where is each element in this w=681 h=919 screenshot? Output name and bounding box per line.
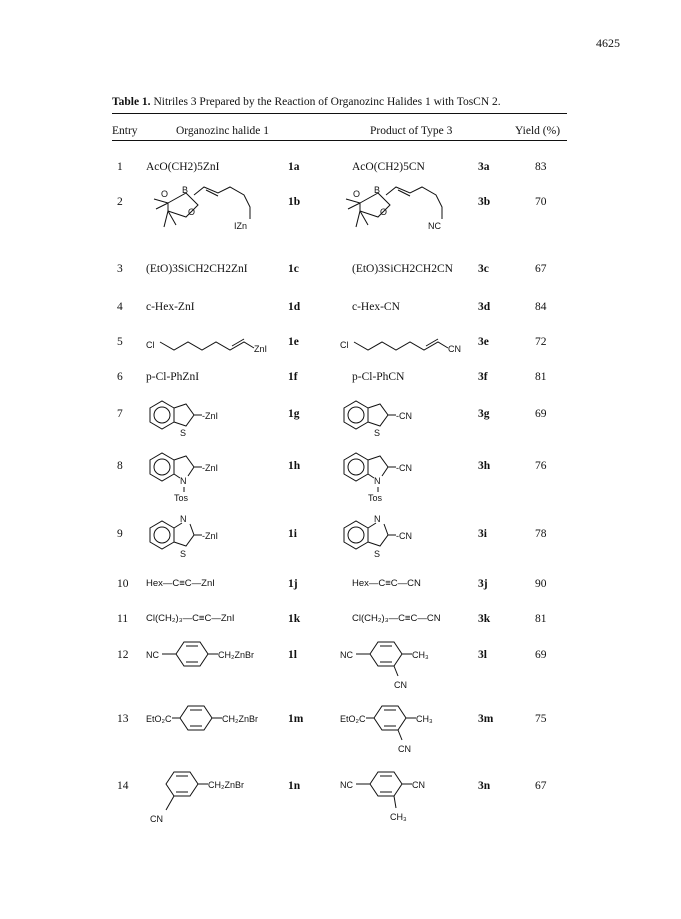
ester-benzyl-halide-structure	[146, 702, 276, 743]
halide-id: 1m	[288, 713, 304, 725]
product-id: 3c	[478, 263, 489, 275]
halide-id: 1d	[288, 301, 301, 313]
product-formula: Cl(CH₂)₃—C≡C—CN	[352, 613, 441, 624]
svg-text:Tos: Tos	[368, 493, 383, 503]
entry-number: 13	[117, 713, 129, 725]
zni-label: -ZnI	[202, 463, 219, 473]
page-number: 4625	[596, 36, 620, 50]
halide-formula: Hex—C≡C—ZnI	[146, 578, 215, 589]
entry-number: 3	[117, 263, 123, 275]
yield-value: 72	[535, 336, 547, 348]
yield-value: 67	[535, 263, 547, 275]
product-id: 3i	[478, 528, 487, 540]
meta-cyanobenzyl-halide-structure	[146, 768, 276, 833]
halide-id: 1n	[288, 780, 301, 792]
product-id: 3b	[478, 196, 491, 208]
halide-id: 1e	[288, 336, 299, 348]
yield-value: 83	[535, 161, 547, 173]
halide-formula: AcO(CH2)5ZnI	[146, 161, 220, 173]
entry-number: 11	[117, 613, 129, 625]
entry-number: 14	[117, 780, 129, 792]
dicyanotoluene-product-structure	[340, 768, 460, 835]
cn-label: -CN	[396, 531, 412, 541]
top-rule	[112, 113, 567, 114]
entry-number: 8	[117, 460, 123, 472]
yield-value: 76	[535, 460, 547, 472]
zni-label: -ZnI	[202, 411, 219, 421]
yield-value: 67	[535, 780, 547, 792]
entry-number: 4	[117, 301, 123, 313]
yield-value: 81	[535, 613, 547, 625]
product-id: 3g	[478, 408, 490, 420]
zni-label: ZnI	[254, 344, 268, 354]
cl-label: Cl	[146, 340, 155, 350]
product-formula: Hex—C≡C—CN	[352, 578, 421, 589]
svg-text:S: S	[374, 428, 381, 438]
product-formula: AcO(CH2)5CN	[352, 161, 425, 173]
svg-text:S: S	[374, 549, 381, 559]
product-id: 3h	[478, 460, 491, 472]
entry-number: 9	[117, 528, 123, 540]
benzothiophene-product-structure	[340, 398, 460, 443]
ch2znbr-label: CH₂ZnBr	[208, 780, 244, 790]
product-id: 3n	[478, 780, 491, 792]
header-yield: Yield (%)	[515, 125, 561, 137]
n-label: N	[180, 476, 187, 486]
halide-id: 1a	[288, 161, 300, 173]
svg-text:CN: CN	[412, 780, 425, 790]
halide-formula: p-Cl-PhZnI	[146, 371, 200, 383]
chloroalkenyl-product-structure	[340, 330, 470, 361]
svg-text:Cl: Cl	[340, 340, 349, 350]
product-formula: (EtO)3SiCH2CH2CN	[352, 263, 453, 275]
entry-number: 7	[117, 408, 123, 420]
product-id: 3e	[478, 336, 489, 348]
product-id: 3m	[478, 713, 494, 725]
cyanotoluene-product-structure	[340, 638, 460, 699]
svg-text:B: B	[374, 185, 381, 195]
indole-halide-structure	[146, 450, 266, 507]
yield-value: 69	[535, 408, 547, 420]
entry-number: 2	[117, 196, 123, 208]
product-formula: p-Cl-PhCN	[352, 371, 405, 383]
boronate-oxygen-1: O	[161, 189, 169, 199]
svg-text:N: N	[374, 514, 381, 524]
benzothiophene-halide-structure	[146, 398, 266, 443]
product-id: 3l	[478, 649, 487, 661]
entry-number: 10	[117, 578, 129, 590]
product-id: 3k	[478, 613, 491, 625]
halide-id: 1g	[288, 408, 300, 420]
product-id: 3j	[478, 578, 488, 590]
tos-label: Tos	[174, 493, 189, 503]
entry-number: 5	[117, 336, 123, 348]
svg-text:EtO₂C: EtO₂C	[340, 714, 366, 724]
header-entry: Entry	[112, 125, 138, 137]
boronate-product-structure	[338, 183, 468, 248]
nc-label: NC	[340, 780, 353, 790]
yield-value: 75	[535, 713, 547, 725]
yield-value: 78	[535, 528, 547, 540]
table-title	[112, 96, 501, 108]
cn-label: CN	[150, 814, 163, 824]
entry-number: 1	[117, 161, 123, 173]
izn-label: IZn	[234, 221, 248, 231]
ester-product-structure	[340, 702, 460, 763]
halide-id: 1j	[288, 578, 298, 590]
entry-number: 12	[117, 649, 129, 661]
table-title-label: Table 1.	[112, 96, 151, 108]
s-label: S	[180, 428, 187, 438]
yield-value: 81	[535, 371, 547, 383]
yield-value: 69	[535, 649, 547, 661]
halide-formula: Cl(CH₂)₃—C≡C—ZnI	[146, 613, 235, 624]
product-id: 3f	[478, 371, 488, 383]
boronate-halide-structure	[146, 183, 276, 248]
halide-id: 1l	[288, 649, 297, 661]
cyanobenzyl-halide-structure	[146, 638, 276, 679]
halide-id: 1c	[288, 263, 299, 275]
benzothiazole-product-structure	[340, 512, 460, 565]
cn-label: CN	[448, 344, 461, 354]
boronate-boron: B	[182, 185, 189, 195]
svg-text:O: O	[353, 189, 361, 199]
cn-label: CN	[394, 680, 407, 690]
nc-label: NC	[146, 650, 159, 660]
cn-label: CN	[398, 744, 411, 754]
nc-label: NC	[428, 221, 441, 231]
zni-label: -ZnI	[202, 531, 219, 541]
header-rule	[112, 140, 567, 141]
product-id: 3a	[478, 161, 490, 173]
halide-id: 1h	[288, 460, 301, 472]
halide-id: 1i	[288, 528, 297, 540]
table-title-text: Nitriles 3 Prepared by the Reaction of Organozinc Halides 1 with TosCN 2.	[150, 96, 501, 108]
halide-id: 1b	[288, 196, 301, 208]
yield-value: 70	[535, 196, 547, 208]
indole-product-structure	[340, 450, 460, 507]
cn-label: -CN	[396, 411, 412, 421]
ch3-label: CH₃	[390, 812, 407, 822]
halide-id: 1k	[288, 613, 301, 625]
eto2c-label: EtO₂C	[146, 714, 172, 724]
svg-text:NC: NC	[340, 650, 353, 660]
yield-value: 90	[535, 578, 547, 590]
boronate-oxygen-2: O	[188, 207, 196, 217]
product-id: 3d	[478, 301, 491, 313]
entry-number: 6	[117, 371, 123, 383]
ch3-label: CH₃	[416, 714, 433, 724]
header-halide: Organozinc halide 1	[176, 125, 270, 137]
svg-text:O: O	[380, 207, 388, 217]
product-formula: c-Hex-CN	[352, 301, 400, 313]
halide-formula: c-Hex-ZnI	[146, 301, 195, 313]
ch3-label: CH₃	[412, 650, 429, 660]
ch2znbr-label: CH₂ZnBr	[222, 714, 258, 724]
n-label: N	[180, 514, 187, 524]
cn-label: -CN	[396, 463, 412, 473]
yield-value: 84	[535, 301, 547, 313]
chloroalkenyl-halide-structure	[146, 330, 276, 361]
benzothiazole-halide-structure	[146, 512, 266, 565]
svg-text:N: N	[374, 476, 381, 486]
halide-id: 1f	[288, 371, 298, 383]
header-product: Product of Type 3	[370, 125, 453, 137]
s-label: S	[180, 549, 187, 559]
halide-formula: (EtO)3SiCH2CH2ZnI	[146, 263, 248, 275]
ch2znbr-label: CH₂ZnBr	[218, 650, 254, 660]
